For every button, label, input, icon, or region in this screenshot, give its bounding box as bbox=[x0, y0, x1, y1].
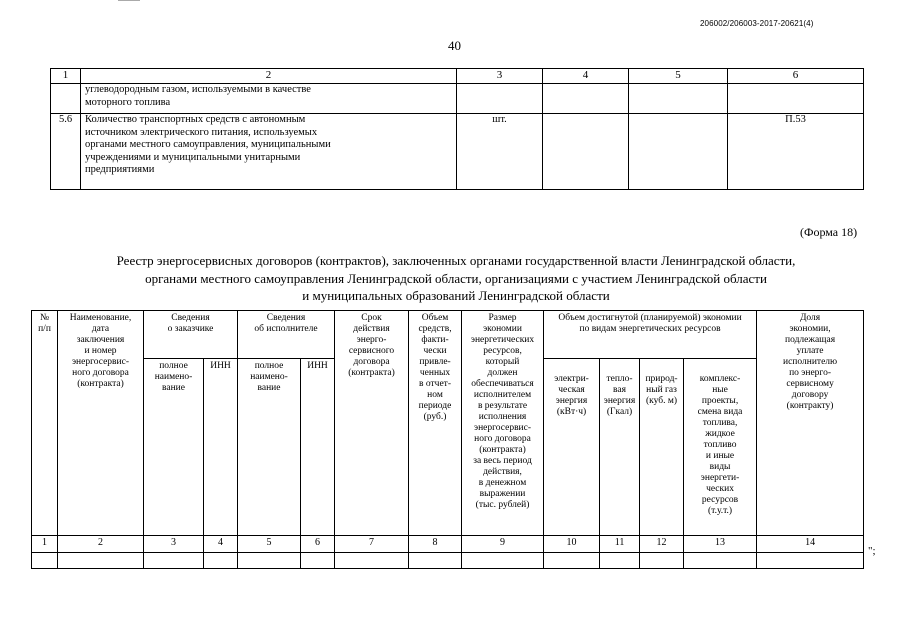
column-number: 13 bbox=[684, 536, 757, 553]
header-volume: Объем достигнутой (планируемой) экономии по видам энергетических ресурсов bbox=[544, 311, 757, 359]
sub-customer-inn: ИНН bbox=[204, 359, 238, 536]
header-num: № п/п bbox=[32, 311, 58, 536]
row-number: 5.6 bbox=[51, 114, 81, 190]
column-number: 3 bbox=[144, 536, 204, 553]
table-row bbox=[51, 84, 864, 114]
form-label: (Форма 18) bbox=[800, 225, 858, 239]
closing-quote: "; bbox=[868, 545, 876, 557]
sub-executor-inn: ИНН bbox=[301, 359, 335, 536]
table-header-row bbox=[51, 69, 864, 84]
registry-table bbox=[31, 310, 864, 569]
header-customer: Сведения о заказчике bbox=[144, 311, 238, 359]
column-number: 7 bbox=[335, 536, 409, 553]
reference-cell: П.53 bbox=[728, 114, 864, 190]
indicator-text: Количество транспортных средств с автономным источником электрического питания, используемых органами местного самоуправления, муниципальными учреждениями и муниципальными унитарными предприятиями bbox=[81, 114, 457, 190]
header-cell: 1 bbox=[51, 69, 81, 84]
header-cell: 4 bbox=[543, 69, 629, 84]
column-number: 6 bbox=[301, 536, 335, 553]
header-term: Срок действия энерго- сервисного договора (контракта) bbox=[335, 311, 409, 536]
header-funds: Объем средств, факти- чески привле- ченных в отчет- ном периоде (руб.) bbox=[409, 311, 462, 536]
column-number: 14 bbox=[757, 536, 864, 553]
scan-mark bbox=[118, 0, 140, 1]
sub-electric: электри- ческая энергия (кВт·ч) bbox=[544, 359, 600, 536]
column-number: 2 bbox=[58, 536, 144, 553]
column-number-row bbox=[32, 536, 864, 553]
column-number: 1 bbox=[32, 536, 58, 553]
column-number: 12 bbox=[640, 536, 684, 553]
header-cell: 3 bbox=[457, 69, 543, 84]
header-cell: 2 bbox=[81, 69, 457, 84]
header-share: Доля экономии, подлежащая уплате исполнителю по энерго- сервисному договору (контракту) bbox=[757, 311, 864, 536]
header-cell: 5 bbox=[629, 69, 728, 84]
table-row bbox=[32, 553, 864, 569]
sub-complex: комплекс- ные проекты, смена вида топлива, жидкое топливо и иные виды энергети- ческих ресурсов (т.у.т.) bbox=[684, 359, 757, 536]
column-number: 9 bbox=[462, 536, 544, 553]
column-number: 10 bbox=[544, 536, 600, 553]
column-number: 4 bbox=[204, 536, 238, 553]
page-number: 40 bbox=[448, 38, 461, 53]
header-cell: 6 bbox=[728, 69, 864, 84]
sub-gas: природ- ный газ (куб. м) bbox=[640, 359, 684, 536]
header-savings-size: Размер экономии энергетических ресурсов, который должен обеспечиваться исполнителем в результате исполнения энергосервис- ного договора (контракта) за весь период действия, в денежном выражении (тыс. рублей) bbox=[462, 311, 544, 536]
indicator-text: углеводородным газом, используемыми в качестве моторного топлива bbox=[81, 84, 457, 114]
header-contract-name: Наименование, дата заключения и номер энергосервис- ного договора (контракта) bbox=[58, 311, 144, 536]
table-row bbox=[51, 114, 864, 190]
sub-heat: тепло- вая энергия (Гкал) bbox=[600, 359, 640, 536]
sub-executor-fullname: полное наимено- вание bbox=[238, 359, 301, 536]
column-number: 5 bbox=[238, 536, 301, 553]
header-executor: Сведения об исполнителе bbox=[238, 311, 335, 359]
continuation-table bbox=[50, 68, 864, 190]
registry-title: Реестр энергосервисных договоров (контрактов), заключенных органами государственной власти Ленинградской области, органами местного самоуправления Ленинградской области, организациями с участием Ленинградской области и муниципальных образований Ленинградской области bbox=[116, 253, 796, 303]
unit-cell: шт. bbox=[457, 114, 543, 190]
sub-customer-fullname: полное наимено- вание bbox=[144, 359, 204, 536]
column-number: 11 bbox=[600, 536, 640, 553]
document-id: 206002/206003-2017-20621(4) bbox=[700, 19, 814, 28]
column-number: 8 bbox=[409, 536, 462, 553]
